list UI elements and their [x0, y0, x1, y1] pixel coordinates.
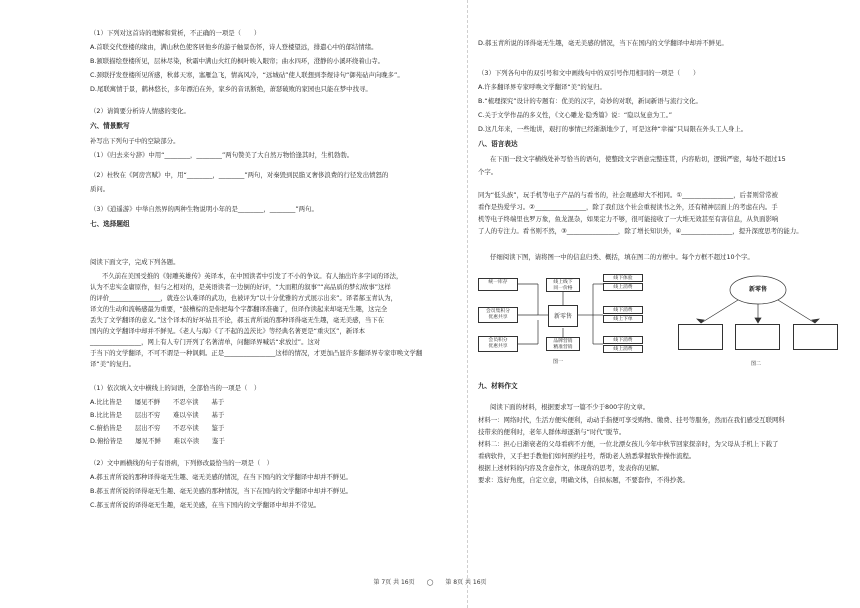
material-2-cont: 看病软件，又手把手教他们如何预约挂号，帮助老人熟悉掌握软件操作流程。: [478, 452, 696, 460]
fig2-answer-box[interactable]: [793, 324, 838, 350]
choice-2-a: A.郝玉青所说的那种译得毫无生趣、毫无美感的情况，在当下国内的文学翻译中却并不鲜见。: [90, 473, 352, 481]
choice-1-a: A.比比皆是 屡见不鲜 不忍卒读 基于: [90, 398, 225, 406]
fig1-box: 线下消费: [603, 336, 643, 344]
option-b: B.颔联描绘登楼所见，层林尽染，秋霜中满山火红的枫叶映入眼帘；曲水四环，澄静的小溪环绕着山寺。: [90, 57, 384, 65]
passage-line: 不久前在美国受推的《射雕英雄传》英译本，在中国读者中引发了不小的争议。有人抽出许多字词的译法，: [102, 272, 403, 280]
fig1-box: 统一库存: [478, 278, 518, 291]
fig1-center: 新零售: [548, 305, 578, 327]
page-footer: 第 7页 共 16页 ◯ 第 8页 共 16页: [373, 579, 487, 586]
recitation-1: （1）《归去来兮辞》中用“________，________”两句赞美了大自然万物恰逢其时，生机勃勃。: [90, 151, 354, 159]
fig1-box: 线下体验: [603, 274, 643, 282]
section-9-heading: 九、材料作文: [478, 382, 518, 390]
expression-question-1: 在下面一段文字横线处补写恰当的语句，使整段文字语意完整连贯，内容贴切，逻辑严密，每处不超过15: [490, 155, 786, 163]
option-d: D.尾联寓情于景，鹤林悠长，多年漂泊在外，家乡的音讯断绝，萧瑟破败的家园也只能在梦中找寻。: [90, 85, 372, 93]
question-2: （2）请简要分析诗人情感的变化。: [90, 107, 190, 115]
fig1-right-group: [603, 336, 643, 353]
fill-paragraph-line: 看作是热爱学习。②________________，除了我们这个社会重视读书之外，还有精神层面上的考虑在内。手: [478, 203, 778, 211]
section-7-heading: 七、选择题组: [90, 220, 130, 228]
fill-paragraph-line: 机等电子终端里也罗万象，鱼龙混杂，如果定力不够，很可能接收了一大堆无效甚至有害信息，从负面影响: [478, 215, 779, 223]
fig1-box: 线上消费: [603, 345, 643, 353]
option-a: A.首联交代登楼的缘由，满山秋色使客居他乡的游子触景伤怀，诗人登楼望远，排遣心中的郁结情绪。: [90, 43, 378, 51]
passage-line: 于当下的文学翻译，不可不谓是一种讽刺。正是________________这样的情况，才更加凸显许多翻译界专家审唤文学翻: [90, 349, 423, 357]
choice-question-2: （2）文中画横线的句子有语病，下列修改最恰当的一项是（ ）: [90, 459, 274, 467]
choice-3-b: B.“梳理探究”设计的专题有：优美的汉字，奇妙的对联，新词新语与流行文化。: [478, 97, 702, 105]
essay-requirement: 要求：选好角度，自定立意，明确文体，自拟标题，不要套作，不得抄袭。: [478, 476, 689, 484]
passage-line: 国内的文学翻译中却并不鲜见。《老人与海》《了不起的盖茨比》等经典名著更是“重灾区”，新译本: [90, 327, 366, 335]
right-page: [478, 0, 850, 608]
recitation-2-cont: 质问。: [90, 185, 110, 193]
option-c: C.颈联抒发登楼所见所感，秋暮天寒，塞雁急飞，情高风冷，“远城砧”使人联想到李煜诗句“御苑砧声向晚多”。: [90, 71, 404, 79]
question-1: （1）下列对这首诗的理解和赏析，不正确的一项是（ ）: [90, 29, 261, 37]
choice-1-d: D.俯拾皆是 屡见不鲜 难以卒读 鉴于: [90, 437, 225, 445]
material-2: 材料二：担心日渐衰老的父母看病不方便，一位北漂女孩儿今年中秋节回家探亲时，为父母从手机上下载了: [478, 440, 779, 448]
left-page: [90, 0, 460, 608]
fig1-caption: 图一: [553, 359, 564, 365]
choice-2-c: C.郝玉青所说的译得毫无生趣，毫无美感，在当下国内的文学翻译中却并不常见。: [90, 501, 321, 509]
choice-3-c: C.关于文学作品的多义性，《文心雕龙·隐秀篇》说：“隐以复意为工。”: [478, 111, 673, 119]
diagram-question: 仔细阅读下图，请将图一中的信息归类、概括，填在图二的方框中。每个方框不超过10个字。: [490, 253, 754, 261]
fill-paragraph-line: 了人的专注力。看书则不然，③________________，除了增长知识外，④________________，提升深度思考的能力。: [478, 227, 803, 235]
essay-instruction: 根据上述材料的内容及含意作文，体现你的思考，发表你的见解。: [478, 464, 664, 472]
reading-intro: 阅读下面文字，完成下列各题。: [90, 258, 180, 266]
fig1-right-group: [603, 306, 643, 323]
section-6-heading: 六、情景默写: [90, 122, 130, 130]
choice-question-1: （1）依次填入文中横线上的词语，全部恰当的一项是（ ）: [90, 384, 261, 392]
choice-2-d: D.郝玉青所说的译得毫无生趣，毫无美感的情况，当下在国内的文学翻译中却并不鲜见。: [478, 39, 728, 47]
passage-line: ________________，网上有人专门开列了名著清单，问翻译界喊话“求放过”。这对: [90, 338, 321, 346]
choice-1-c: C.俯拾皆是 层出不穷 不忍卒读 鉴于: [90, 424, 225, 432]
fig1-box: 线上消费: [603, 283, 643, 291]
fig2-center: 新零售: [748, 286, 767, 293]
material-1-cont: 技带来的便利时，老年人群体却逐渐与“时代”脱节。: [478, 428, 626, 436]
fig1-box: 线上线下 同一价格: [546, 278, 580, 292]
page-gutter: [467, 0, 468, 608]
expression-question-1-cont: 个字。: [478, 168, 498, 176]
passage-line: 译文的生动和流畅感最为重要，“鼓槽棕的是你把每个字都翻译准确了，但译作读起来却毫无生趣，这完全: [90, 305, 388, 313]
passage-line: 译“美”的复归。: [90, 360, 135, 368]
passage-line: 认为不忠实金庸原作，但与之相对的，是英语读者一边倒的好评，“大而粗的叙事”“高品质的梦幻故事”这样: [90, 283, 391, 291]
choice-3-a: A.许多翻译界专家呼唤文学翻译“美”的复归。: [478, 83, 606, 91]
recitation-3: （3）《逍遥游》中举自然界的两种生物说明小年的是________，________”两句。: [90, 205, 318, 213]
fig1-right-group: [603, 274, 643, 291]
fig2-caption: 图二: [751, 361, 762, 367]
figure-1: [478, 270, 653, 375]
fig1-box: 线下消费: [603, 306, 643, 314]
passage-line: 丢失了文学翻译的意义。”这个译本的好坏姑且不论，郝玉青所说的那种译得毫无生趣，毫无美感，当下在: [90, 316, 385, 324]
section-6-intro: 补写出下列句子中的空缺部分。: [90, 137, 180, 145]
fig1-box: 会员积分 优惠共享: [478, 336, 518, 352]
choice-question-3: （3）下列各句中的双引号和文中画线句中的双引号作用相同的一项是（ ）: [478, 69, 700, 77]
figure-2: [673, 268, 843, 376]
fig1-box: 线上下单: [603, 315, 643, 323]
recitation-2: （2）杜牧在《阿房宫赋》中，用“________，________”两句，对秦毁到民脂叉奢侈浪费的行径发出愤怒的: [90, 171, 389, 179]
choice-3-d: D.这几年来，一些地讲，艰打的事情已经渐渐地少了，可是这种“幸福”只局限在外头工人身上。: [478, 125, 748, 133]
passage-line: 的评价________________，就连公认难译的武功，也被评为“以十分优雅的方式展示出来”。译者郝玉青认为，: [90, 294, 397, 302]
fig2-answer-box[interactable]: [735, 324, 780, 350]
fig1-box: 品牌营销 精准营销: [546, 337, 580, 351]
choice-1-b: B.比比皆是 层出不穷 难以卒读 基于: [90, 411, 225, 419]
fill-paragraph-line: 同为“低头族”，玩手机等电子产品的与看书的，社会观感却大不相同。①________________，后者则常常被: [478, 191, 778, 199]
fig1-box: 会员集积分 优惠共享: [478, 307, 518, 323]
choice-2-b: B.郝玉青所说的译得毫无生趣、毫无美感的那种情况，当下在国内的文学翻译中却并不鲜见。: [90, 487, 353, 495]
fig2-answer-box[interactable]: [678, 324, 723, 350]
material-1: 材料一：网络时代，生活方便实便利，动动手指便可享受购物、缴费、挂号等服务，然而在我们感受互联网科: [478, 416, 785, 424]
section-8-heading: 八、语言表达: [478, 140, 518, 148]
essay-intro: 阅读下面的材料，根据要求写一篇不少于800字的文章。: [490, 403, 650, 411]
